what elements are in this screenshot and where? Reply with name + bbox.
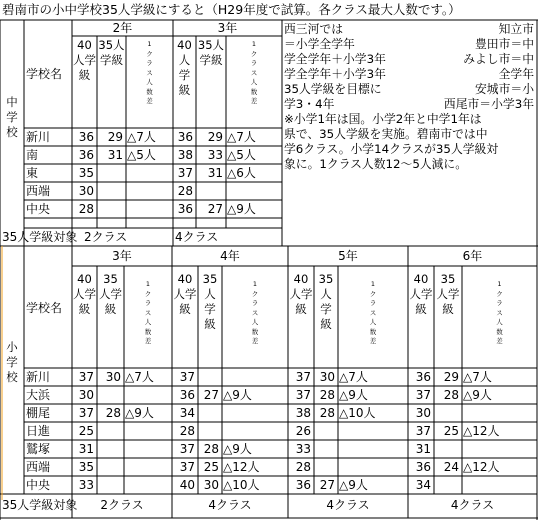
table-cell-number: 38 <box>177 148 193 162</box>
middle-subheader-40: 40人学級 <box>177 38 192 97</box>
table-row-school: 日進 <box>26 424 51 438</box>
note-text: 35人学級を目標に <box>284 82 382 96</box>
table-cell-diff: △6人 <box>227 166 256 180</box>
table-cell-number: 28 <box>203 442 219 456</box>
table-cell-number: 28 <box>295 460 311 474</box>
table-cell-diff: △7人 <box>227 130 256 144</box>
middle-footer-count: 4クラス <box>175 230 219 244</box>
table-cell-diff: △9人 <box>125 406 154 420</box>
table-cell-number: 31 <box>107 148 123 162</box>
table-row-school: 大浜 <box>26 388 51 402</box>
table-cell-diff: △7人 <box>339 370 368 384</box>
table-cell-diff: △10人 <box>223 478 260 492</box>
table-cell-number: 27 <box>203 388 219 402</box>
page-title: 碧南市の小中学校35人学級にすると（H29年度で試算。各クラス最大人数です。） <box>2 2 461 17</box>
table-cell-number: 36 <box>78 148 94 162</box>
table-cell-number: 30 <box>78 388 94 402</box>
table-row-school: 新川 <box>26 130 51 144</box>
table-cell-diff: △9人 <box>339 478 368 492</box>
middle-subheader-35: 35人学級 <box>197 38 225 67</box>
table-cell-number: 33 <box>78 478 94 492</box>
table-cell-number: 27 <box>207 202 223 216</box>
elementary-footer-label: 35人学級対象 <box>2 498 78 512</box>
table-row-school: 棚尾 <box>26 406 51 420</box>
table-cell-diff: △5人 <box>127 148 156 162</box>
note-text: 西三河では <box>284 22 343 36</box>
note-line <box>284 142 534 157</box>
elementary-footer-count: 4クラス <box>326 498 370 512</box>
table-cell-diff: △10人 <box>339 406 376 420</box>
table-cell-number: 25 <box>78 424 94 438</box>
table-cell-diff: △12人 <box>463 424 500 438</box>
table-row-school: 中央 <box>26 202 51 216</box>
table-cell-number: 31 <box>78 442 94 456</box>
elementary-subheader-35: 35人学級 <box>436 272 460 316</box>
elementary-subheader-35: 35人学級 <box>318 272 334 331</box>
table-cell-number: 31 <box>207 166 223 180</box>
middle-subheader-40: 40人学級 <box>73 38 96 82</box>
note-text: 豊田市＝中 <box>475 37 534 51</box>
table-cell-number: 36 <box>177 202 193 216</box>
note-text: 学6クラス。小学14クラスが35人学級対 <box>284 142 499 156</box>
table-cell-number: 28 <box>179 424 195 438</box>
table-cell-number: 30 <box>105 370 121 384</box>
middle-footer-count: 2クラス <box>84 230 128 244</box>
table-cell-number: 37 <box>78 370 94 384</box>
note-line <box>284 22 534 37</box>
elementary-grade-header: 6年 <box>462 249 483 263</box>
table-cell-number: 37 <box>415 424 431 438</box>
note-text: 学全学年＋小学3年 <box>284 52 386 66</box>
note-text: 知立市 <box>498 22 534 36</box>
table-cell-number: 40 <box>179 478 195 492</box>
table-cell-number: 30 <box>319 370 335 384</box>
table-cell-number: 30 <box>415 406 431 420</box>
elementary-subheader-diff: 1クラス人数差 <box>369 280 377 345</box>
table-cell-number: 29 <box>207 130 223 144</box>
table-cell-diff: △7人 <box>125 370 154 384</box>
table-cell-number: 34 <box>415 478 431 492</box>
middle-footer-label: 35人学級対象 <box>2 230 78 244</box>
elementary-subheader-diff: 1クラス人数差 <box>251 280 259 345</box>
elementary-subheader-40: 40人学級 <box>409 272 433 316</box>
middle-subheader-diff: 1クラス人数差 <box>146 40 153 105</box>
note-text: みよし市＝中 <box>463 52 534 66</box>
table-cell-number: 29 <box>107 130 123 144</box>
table-cell-diff: △7人 <box>127 130 156 144</box>
table-cell-diff: △9人 <box>227 202 256 216</box>
elementary-footer-count: 2クラス <box>100 498 144 512</box>
middle-grade-header: 2年 <box>112 21 133 35</box>
table-cell-number: 28 <box>443 388 459 402</box>
table-row-school: 西端 <box>26 460 51 474</box>
table-cell-diff: △12人 <box>463 460 500 474</box>
note-text: 県で、35人学級を実施。碧南市では中 <box>284 127 488 141</box>
elementary-subheader-diff: 1クラス人数差 <box>496 280 503 345</box>
table-cell-number: 37 <box>295 388 311 402</box>
elementary-subheader-40: 40人学級 <box>173 272 197 316</box>
table-cell-number: 36 <box>177 130 193 144</box>
elementary-subheader-40: 40人学級 <box>73 272 96 316</box>
note-line <box>284 67 534 82</box>
note-line <box>284 97 534 112</box>
table-cell-number: 37 <box>295 370 311 384</box>
middle-subheader-diff: 1クラス人数差 <box>250 40 258 105</box>
table-cell-diff: △9人 <box>463 388 492 402</box>
table-row-school: 新川 <box>26 370 51 384</box>
table-cell-number: 25 <box>203 460 219 474</box>
table-cell-number: 33 <box>207 148 223 162</box>
table-cell-number: 28 <box>319 406 335 420</box>
table-cell-diff: △9人 <box>223 442 252 456</box>
table-row-school: 中央 <box>26 478 51 492</box>
note-text: 安城市＝小 <box>475 82 534 96</box>
note-line <box>284 37 534 52</box>
table-cell-number: 28 <box>105 406 121 420</box>
note-text: 象に。1クラス人数12～5人減に。 <box>284 157 468 171</box>
table-row-school: 西端 <box>26 184 51 198</box>
note-line <box>284 157 534 172</box>
elementary-school-header: 学校名 <box>26 301 63 315</box>
table-cell-number: 36 <box>78 130 94 144</box>
table-cell-number: 37 <box>179 460 195 474</box>
table-cell-number: 27 <box>319 478 335 492</box>
note-text: 学全学年＋小学3年 <box>284 67 386 81</box>
table-cell-number: 38 <box>295 406 311 420</box>
table-cell-number: 28 <box>78 202 94 216</box>
note-line <box>284 127 534 142</box>
table-cell-number: 36 <box>415 370 431 384</box>
table-cell-number: 37 <box>179 370 195 384</box>
table-cell-diff: △12人 <box>223 460 260 474</box>
table-row-school: 東 <box>26 166 39 180</box>
table-cell-number: 30 <box>203 478 219 492</box>
table-cell-number: 35 <box>78 166 94 180</box>
table-cell-number: 33 <box>295 442 311 456</box>
table-cell-diff: △9人 <box>339 388 368 402</box>
table-cell-diff: △9人 <box>223 388 252 402</box>
elementary-grade-header: 3年 <box>112 249 132 263</box>
table-cell-number: 28 <box>177 184 193 198</box>
middle-section-label: 中学校 <box>6 95 18 139</box>
note-text: 西尾市＝小学3年 <box>443 97 534 111</box>
table-cell-number: 34 <box>179 406 195 420</box>
table-cell-number: 25 <box>443 424 459 438</box>
table-cell-number: 35 <box>78 460 94 474</box>
middle-grade-header: 3年 <box>217 21 238 35</box>
note-block <box>284 22 534 172</box>
table-cell-diff: △5人 <box>227 148 256 162</box>
middle-subheader-35: 35人学級 <box>98 38 125 67</box>
elementary-section-label: 小学校 <box>6 340 18 384</box>
table-cell-number: 36 <box>415 460 431 474</box>
note-text: 全学年 <box>498 67 534 81</box>
table-cell-number: 28 <box>319 388 335 402</box>
table-cell-number: 37 <box>78 406 94 420</box>
elementary-subheader-40: 40人学級 <box>289 272 313 316</box>
table-cell-number: 30 <box>78 184 94 198</box>
note-text: 学3・4年 <box>284 97 335 111</box>
note-line <box>284 82 534 97</box>
table-cell-number: 36 <box>179 388 195 402</box>
middle-school-header: 学校名 <box>26 67 63 81</box>
note-line <box>284 112 534 127</box>
note-text: ※小学1年は国。小学2年と中学1年は <box>284 112 482 126</box>
table-row-school: 南 <box>26 148 39 162</box>
elementary-subheader-35: 35人学級 <box>202 272 218 331</box>
elementary-footer-count: 4クラス <box>208 498 252 512</box>
table-cell-number: 36 <box>295 478 311 492</box>
table-cell-number: 29 <box>443 370 459 384</box>
table-cell-number: 26 <box>295 424 311 438</box>
table-cell-number: 24 <box>443 460 459 474</box>
elementary-footer-count: 4クラス <box>450 498 495 512</box>
table-row-school: 鷲塚 <box>26 442 51 456</box>
elementary-grade-header: 4年 <box>220 249 240 263</box>
table-cell-number: 31 <box>415 442 431 456</box>
table-cell-number: 37 <box>415 388 431 402</box>
note-text: ＝小学全学年 <box>284 37 355 51</box>
table-cell-number: 37 <box>177 166 193 180</box>
elementary-grade-header: 5年 <box>338 249 358 263</box>
elementary-subheader-diff: 1クラス人数差 <box>144 280 152 345</box>
elementary-subheader-35: 35人学級 <box>99 272 122 316</box>
table-cell-diff: △7人 <box>463 370 492 384</box>
table-cell-number: 37 <box>179 442 195 456</box>
note-line <box>284 52 534 67</box>
